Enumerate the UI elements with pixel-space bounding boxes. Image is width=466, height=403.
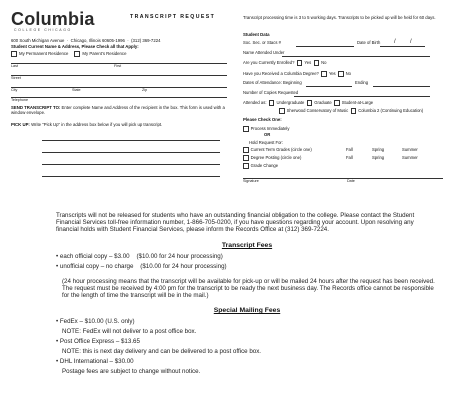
please-check-one: Please Check One: [243,117,282,122]
degree-no-checkbox[interactable] [338,71,344,77]
post-office-note: NOTE: this is next day delivery and can be delivered to a post office box. [62,348,262,355]
or-label: OR [264,132,271,137]
permanent-residence-checkbox[interactable] [11,51,17,57]
current-term-checkbox[interactable] [243,147,249,153]
fee-unofficial: • unofficial copy – no charge ($10.00 for 24 hour processing) [56,263,227,270]
graduate-checkbox[interactable] [307,100,313,106]
ssn-input-line[interactable] [296,46,354,47]
send-to-instructions: SEND TRANSCRIPT TO: Enter complete Name and Address of the recipient in the box. This form is used with a window envelope. [11,105,225,116]
date-label: Date [347,179,355,183]
degree-posting-spring[interactable]: Spring [372,155,385,160]
beginning-input[interactable] [306,86,352,87]
fedex-fee: • FedEx – $10.00 (U.S. only) [56,318,135,325]
recipient-line-2[interactable] [42,152,220,153]
current-term-fall[interactable]: Fall [346,147,353,152]
grade-change-checkbox[interactable] [243,163,249,169]
dob-input-line[interactable] [380,46,425,47]
telephone-line[interactable] [11,97,227,98]
degree-yes-checkbox[interactable] [321,71,327,77]
recipient-line-4[interactable] [42,176,220,177]
degree-posting-summer[interactable]: Summer [402,155,418,160]
received-degree-row: Have you Received a Columbia Degree? Yes No [243,71,351,76]
process-immediately-checkbox[interactable] [243,126,249,132]
postage-note: Postage fees are subject to change without notice. [62,368,201,375]
post-office-fee: • Post Office Express – $13.65 [56,338,140,345]
student-at-large-checkbox[interactable] [334,100,340,106]
copies-label: Number of Copies Requested [243,90,299,95]
sherwood-checkbox[interactable] [279,108,285,114]
city-line[interactable] [11,87,227,88]
college-logo: Columbia [11,9,95,29]
grade-change-row: Grade Change [243,163,278,169]
student-address-heading: Student Current Name & Address, Please Check all that Apply: [11,44,139,49]
student-data-heading: Student Data [243,32,270,37]
enrolled-no-checkbox[interactable] [314,60,320,66]
attended-as-row-2: Sherwood Conservatory of Music Columbia 2 (Continuing Education) [279,108,423,114]
dob-label: Date of Birth [357,40,381,45]
processing-24-note: (24 hour processing means that the transcript will be available for pick-up or will be mailed 24 hours after the request has been received. The request must be received by 4:00 pm for the transcript to be ready the next business day. The Records office cannot be responsible for the length of time the transcript will be in the mail.) [62,278,435,300]
name-attended-label: Name Attended Under [243,50,285,55]
ending-label: Ending [355,80,369,85]
fedex-note: NOTE: FedEx will not deliver to a post office box. [62,328,197,335]
recipient-line-1[interactable] [42,140,220,141]
undergraduate-checkbox[interactable] [269,100,275,106]
transcript-fees-heading: Transcript Fees [221,242,273,249]
degree-posting-fall[interactable]: Fall [346,155,353,160]
dates-attendance-label: Dates of Attendance: Beginning [243,80,302,85]
state-label: State [72,88,81,92]
residence-options: My Permanent Residence My Parent's Residence [11,51,126,57]
process-immediately-row: Process Immediately [243,126,289,132]
enrolled-yes-checkbox[interactable] [297,60,303,66]
street-label: Street [11,76,21,80]
financial-note: Transcripts will not be released for students who have an outstanding financial obligation to the college. Please contact the Student Financial Services toll-free information number, 1-866-705-0200, if you have questions regarding your account. Upon resolving any financial holds with Student Financial Services, please inform the Records Office at (312) 369-7224. [56,212,415,234]
name-attended-input[interactable] [282,56,430,57]
parents-residence-checkbox[interactable] [74,51,80,57]
telephone-label: Telephone [11,98,29,102]
currently-enrolled-row: Are you Currently Enrolled? Yes No [243,60,327,65]
ssn-row: Soc. Sec. or Stacs # [243,40,281,45]
recipient-line-3[interactable] [42,164,220,165]
signature-label: Signature [243,179,259,183]
hold-request-label: Hold Request For: [249,140,283,145]
dob-slash-1: / [394,39,396,45]
attended-as-row: Attended as: Undergraduate Graduate Student-at-Large [243,100,374,105]
signature-line[interactable] [243,178,443,179]
first-label: First [114,64,122,68]
city-label: City [11,88,18,92]
degree-posting-row: Degree Posting (circle one) [243,155,301,161]
copies-input[interactable] [294,96,430,97]
current-term-spring[interactable]: Spring [372,147,385,152]
dhl-fee: • DHL International – $30.00 [56,358,134,365]
college-address: 600 South Michigan Avenue · Chicago, Illinois 60605-1996 · (312) 369-7224 [11,38,161,43]
dob-slash-2: / [410,39,412,45]
columbia2-checkbox[interactable] [351,108,357,114]
degree-posting-checkbox[interactable] [243,155,249,161]
college-logo-sub: COLLEGE CHICAGO [14,28,72,32]
last-label: Last [11,64,18,68]
current-term-summer[interactable]: Summer [402,147,418,152]
ending-input[interactable] [373,86,430,87]
processing-note: Transcript processing time is 3 to 5 working days. Transcripts to be picked up will be held for 60 days. [243,15,436,20]
current-term-row: Current Term Grades (circle one) [243,147,312,153]
zip-label: Zip [142,88,148,92]
street-line[interactable] [11,75,227,76]
fee-official: • each official copy – $3.00 ($10.00 for 24 hour processing) [56,253,223,260]
pickup-instructions: PICK UP: Write "Pick Up" in the address box below if you will pick up transcript. [11,122,163,127]
form-title: TRANSCRIPT REQUEST [130,14,216,20]
mailing-fees-heading: Special Mailing Fees [213,307,281,314]
